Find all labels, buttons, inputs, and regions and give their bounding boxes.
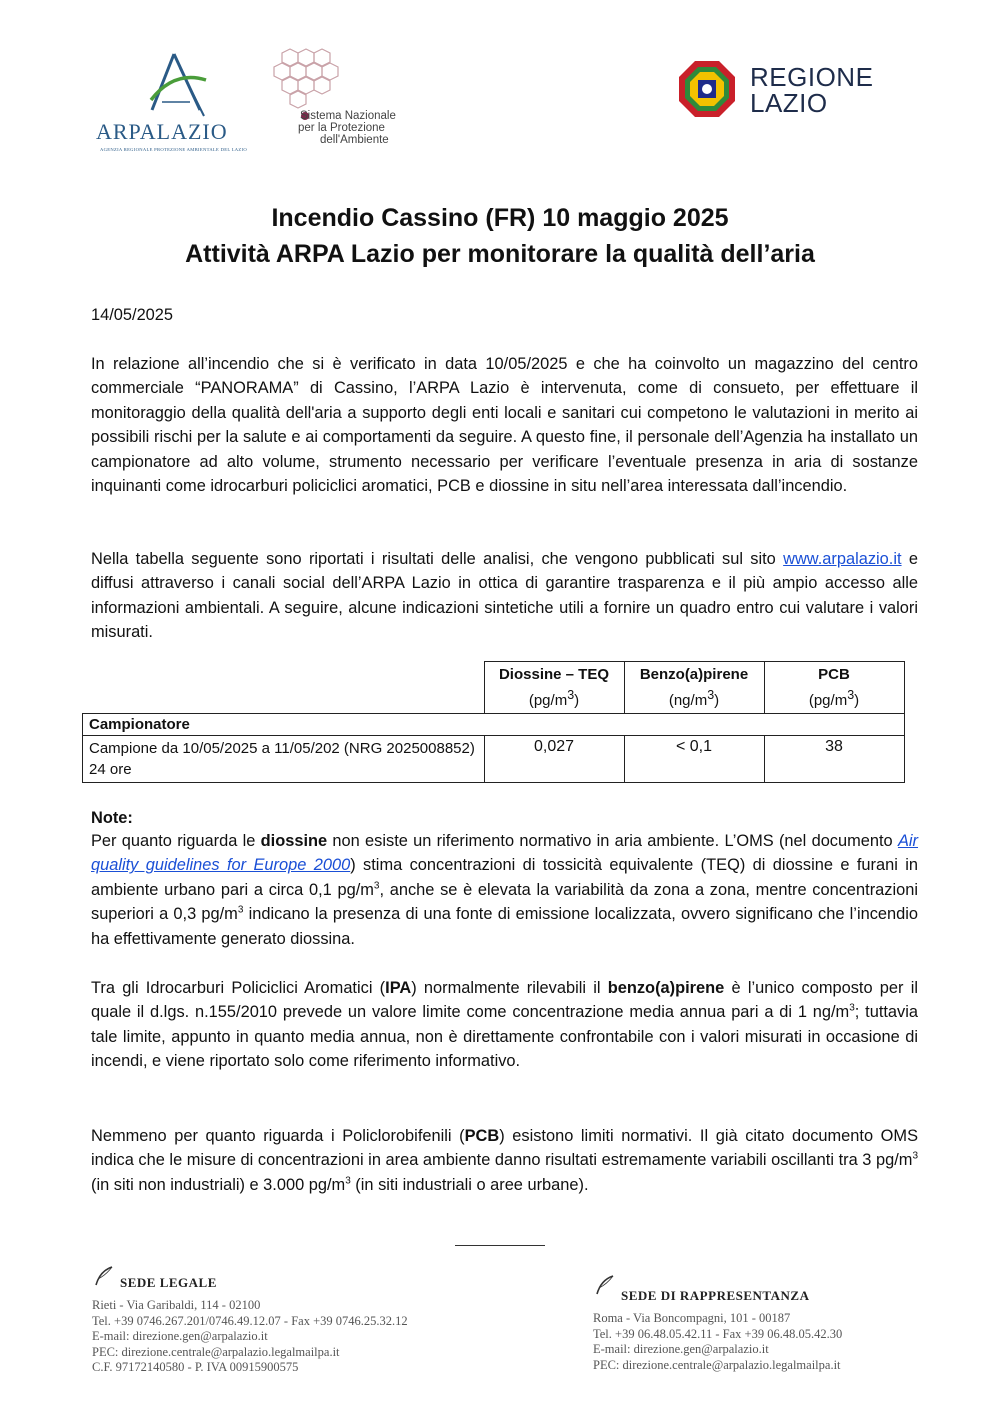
results-table	[82, 661, 905, 783]
paragraph-1: In relazione all’incendio che si è verificato in data 10/05/2025 e che ha coinvolto un magazzino del centro commerciale “PANORAMA” di Cassino, l’ARPA Lazio è intervenuta, come di consueto, per effettuare il monitoraggio della qualità dell'aria a supporto degli enti locali e sanitari cui competono le valutazioni in merito ai possibili rischi per la salute e ai comportamenti da seguire. A questo fine, il personale dell’Agenzia ha installato un campionatore ad alto volume, strumento necessario per verificare l’eventuale presenza in aria di sostanze inquinanti come idrocarburi policiclici aromatici, PCB e diossine in situ nell’area interessata dall’incendio.	[91, 355, 918, 496]
table-section-row	[83, 714, 905, 736]
arpalazio-link[interactable]: www.arpalazio.it	[783, 550, 902, 568]
document-date: 14/05/2025	[91, 306, 174, 324]
section-campionatore: Campionatore	[83, 714, 905, 736]
header-pcb: PCB $(pg/m^3)$	[764, 662, 904, 714]
note-pcb: Nemmeno per quanto riguarda i Policlorobifenili (PCB) esistono limiti normativi. Il già citato documento OMS indica che le misure di concentrazioni in area ambiente danno risultati estremamente variabili oscillanti tra 3 $pg/m^3$ (in siti non industriali) e 3.000 $pg/m^3$ (in siti industriali o aree urbane).	[91, 1127, 919, 1194]
snpa-logo	[270, 45, 440, 155]
paragraph-2-before: Nella tabella seguente sono riportati i risultati delle analisi, che vengono pubblicati sul sito	[91, 550, 784, 568]
who-guidelines-link[interactable]: Air quality guidelines for Europe 2000	[91, 832, 919, 875]
footer-right-lines: Roma - Via Boncompagni, 101 - 00187 Tel. +39 06.48.05.42.11 - Fax +39 06.48.05.42.30 E-mail: direzione.gen@arpalazio.it PEC: direzione.centrale@arpalazio.legalmailpa.it	[593, 1311, 843, 1372]
footer-left-heading: SEDE LEGALE	[120, 1275, 217, 1290]
footer-right-heading: SEDE DI RAPPRESENTANZA	[621, 1288, 810, 1303]
quill-icon	[92, 1265, 114, 1287]
value-diossine: 0,027	[484, 736, 624, 783]
notes-heading: Note:	[91, 809, 133, 827]
snpa-line2: per la Protezione	[298, 122, 385, 134]
note-ipa: Tra gli Idrocarburi Policiclici Aromatici (IPA) normalmente rilevabili il benzo(a)pirene è l’unico composto per il quale il d.lgs. n.155/2010 prevede un valore limite come concentrazione media annua pari a di 1 $ng/m^3$; tuttavia tale limite, appunto in quanto media annua, non è direttamente confrontabile con i valori misurati in occasione di incendi, e viene riportato solo come riferimento informativo.	[91, 979, 918, 1071]
title-line1: Incendio Cassino (FR) 10 maggio 2025	[271, 204, 729, 232]
table-header-row	[83, 662, 905, 714]
regione-line2: LAZIO	[750, 88, 828, 118]
arpa-name: ARPALAZIO	[96, 119, 228, 144]
footer-divider	[455, 1245, 545, 1246]
arpa-logo	[96, 50, 246, 160]
regione-line1: REGIONE	[750, 62, 874, 92]
header-diossine: Diossine – TEQ $(pg/m^3)$	[484, 662, 624, 714]
value-benzopirene: < 0,1	[624, 736, 764, 783]
regione-lazio-emblem-icon	[678, 60, 736, 118]
note-diossine: Per quanto riguarda le diossine non esiste un riferimento normativo in aria ambiente. L’OMS (nel documento Air quality guidelines for Europe 2000) stima concentrazioni di tossicità equivalente (TEQ) di diossine e furani in ambiente urbano pari a circa 0,1 $pg/m^3$, anche se è elevata la variabilità da zona a zona, mentre concentrazioni superiori a 0,3 $pg/m^3$ indicano la presenza di una fonte di emissione localizzata, ovvero significano che l’incendio ha effettivamente generato diossina.	[91, 832, 919, 948]
snpa-hexagon-icon	[270, 45, 350, 120]
paragraph-2	[91, 547, 918, 645]
value-pcb: 38	[764, 736, 904, 783]
table-row	[83, 736, 905, 783]
row-label: Campione da 10/05/2025 a 11/05/202 (NRG 2025008852) 24 ore	[83, 736, 485, 783]
arpa-subtitle: AGENZIA REGIONALE PROTEZIONE AMBIENTALE DEL LAZIO	[100, 147, 247, 152]
footer-left-lines: Rieti - Via Garibaldi, 114 - 02100 Tel. +39 0746.267.201/0746.49.12.07 - Fax +39 0746.25.32.12 E-mail: direzione.gen@arpalazio.it PEC: direzione.centrale@arpalazio.legalmailpa.it C.F. 97172140580 - P. IVA 00915900575	[92, 1298, 408, 1375]
snpa-line1: Sistema Nazionale	[300, 110, 396, 122]
document-title	[0, 200, 1000, 272]
header-benzopirene: Benzo(a)pirene $(ng/m^3)$	[624, 662, 764, 714]
arpa-logo-icon	[96, 50, 246, 125]
title-line2: Attività ARPA Lazio per monitorare la qualità dell’aria	[185, 240, 815, 268]
quill-icon	[593, 1274, 615, 1296]
snpa-line3: dell'Ambiente	[320, 134, 389, 146]
paragraph-2-after: e diffusi attraverso i canali social dell’ARPA Lazio in ottica di garantire trasparenza e il più ampio accesso alle informazioni ambientali. A seguire, alcune indicazioni sintetiche utili a fornire un quadro entro cui valutare i valori misurati.	[91, 550, 919, 642]
regione-lazio-logo	[678, 60, 898, 120]
